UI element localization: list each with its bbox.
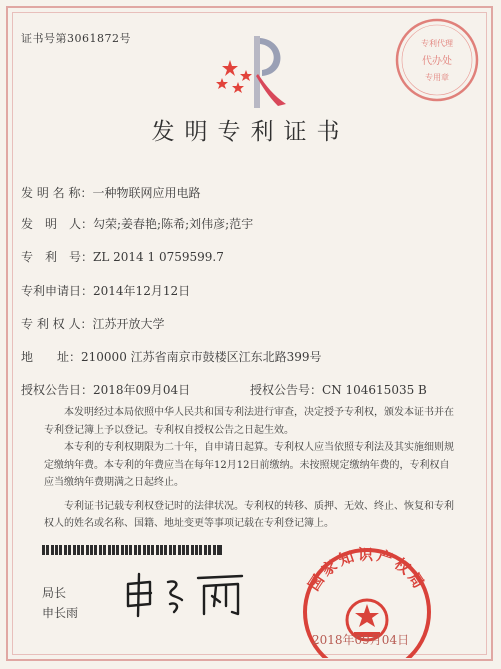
- filing-date-row: [21, 282, 190, 299]
- grant-number-value: CN 104615035 B: [322, 383, 427, 397]
- patent-number-value: ZL 2014 1 0759599.7: [93, 250, 224, 264]
- invention-name-label: 发 明 名 称：: [21, 186, 93, 200]
- star-icon: [232, 82, 244, 93]
- certificate-number: 证书号第3061872号: [21, 32, 131, 45]
- patentee-label: 专 利 权 人：: [21, 317, 93, 331]
- paragraph-3: 专利证书记载专利权登记时的法律状况。专利权的转移、质押、无效、终止、恢复和专利权人的姓名或名称、国籍、地址变更等事项记载在专利登记簿上。: [44, 500, 454, 529]
- svg-text:专利代理: 专利代理: [421, 39, 453, 48]
- star-icon: [216, 78, 228, 89]
- star-icon: [240, 70, 252, 81]
- invention-name-value: 一种物联网应用电路: [92, 186, 201, 200]
- barcode: [42, 545, 222, 555]
- invention-name-row: [21, 184, 200, 201]
- filing-date-label: 专利申请日：: [21, 284, 94, 298]
- grant-date-row: [21, 381, 190, 398]
- agency-seal-top: [393, 16, 481, 104]
- patent-number-row: [21, 248, 224, 265]
- inventor-value: 勾荣;姜春艳;陈希;刘伟彦;范宇: [93, 217, 254, 231]
- address-row: [21, 348, 322, 365]
- patentee-row: [21, 315, 164, 332]
- body-paragraphs: [44, 404, 454, 533]
- svg-text:国家知识产权局: 国家知识产权局: [304, 545, 430, 594]
- inventor-row: [21, 215, 253, 232]
- filing-date-value: 2014年12月12日: [93, 284, 191, 298]
- svg-text:专用章: 专用章: [425, 73, 449, 82]
- svg-text:代办处: 代办处: [422, 56, 452, 67]
- grant-number-label: 授权公告号：: [250, 383, 323, 397]
- patentee-value: 江苏开放大学: [92, 317, 165, 331]
- patent-office-emblem: [208, 30, 298, 110]
- paragraph-1: 本发明经过本局依照中华人民共和国专利法进行审查，决定授予专利权，颁发本证书并在专利登记簿上予以登记。专利权自授权公告之日起生效。: [44, 407, 454, 436]
- handwritten-signature: [120, 570, 250, 618]
- inventor-label: 发 明 人：: [21, 217, 94, 231]
- address-label: 地 址：: [21, 350, 82, 364]
- patent-number-label: 专 利 号：: [21, 250, 94, 264]
- certificate-title: 发明专利证书: [151, 119, 350, 145]
- seal-date: 2018年09月04日: [312, 633, 410, 647]
- address-value: 210000 江苏省南京市鼓楼区江东北路399号: [81, 350, 322, 364]
- paragraph-2: 本专利的专利权期限为二十年，自申请日起算。专利权人应当依照专利法及其实施细则规定缴纳年费。本专利的年费应当在每年12月12日前缴纳。未按照规定缴纳年费的，专利权自应当缴纳年费期满之日起终止。: [44, 442, 454, 488]
- director-title: 局长: [42, 586, 67, 600]
- grant-date-value: 2018年09月04日: [93, 383, 191, 397]
- star-icon: [222, 60, 238, 76]
- grant-number-row: [250, 381, 427, 398]
- grant-date-label: 授权公告日：: [21, 383, 94, 397]
- director-name: 申长雨: [42, 606, 79, 620]
